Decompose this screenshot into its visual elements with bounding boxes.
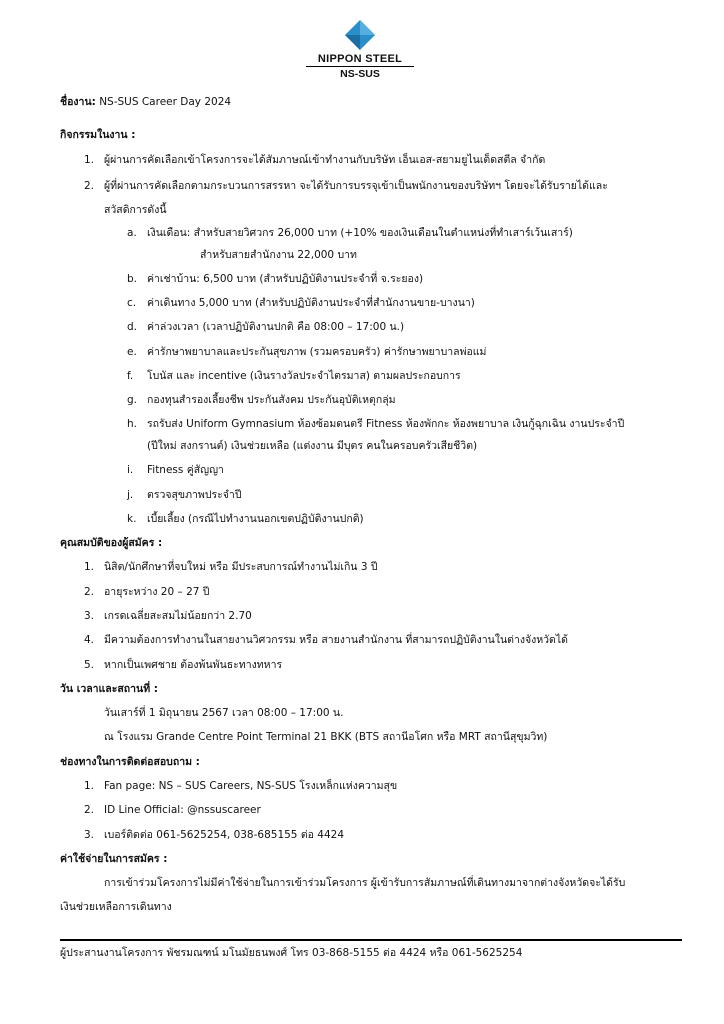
activity-item-continued: สวัสดิการดังนี้: [104, 204, 167, 216]
benefit-letter: k.: [127, 513, 137, 525]
activity-item: ผู้ผ่านการคัดเลือกเข้าโครงการจะได้สัมภาษณ์เข้าทำงานกับบริษัท เอ็นเอส-สยามยูไนเต็ดสตีล จำกัด: [104, 154, 546, 166]
benefit-letter: c.: [127, 297, 137, 309]
benefit-item: ตรวจสุขภาพประจำปี: [147, 489, 242, 501]
fee-text-continued: เงินช่วยเหลือการเดินทาง: [60, 901, 172, 913]
event-name: NS-SUS Career Day 2024: [99, 96, 232, 108]
event-venue: ณ โรงแรม Grande Centre Point Terminal 21 BKK (BTS สถานีอโศก หรือ MRT สถานีสุขุมวิท): [104, 731, 548, 743]
logo-sub: NS-SUS: [340, 68, 380, 80]
benefit-letter: f.: [127, 370, 134, 382]
benefit-item: ค่าล่วงเวลา (เวลาปฏิบัติงานปกติ คือ 08:00 – 17:00 น.): [147, 321, 405, 333]
benefit-letter: i.: [127, 464, 134, 476]
footer-coordinator: ผู้ประสานงานโครงการ พัชรมณฑน์ มโนมัยธนพงศ์ โทร 03-868-5155 ต่อ 4424 หรือ 061-5625254: [60, 947, 523, 959]
event-row: [60, 95, 231, 109]
logo-name: NIPPON STEEL: [317, 53, 403, 65]
contact-number: 2.: [84, 804, 95, 816]
benefit-letter: j.: [127, 489, 134, 501]
activity-number: 2.: [84, 180, 95, 192]
qualification-number: 4.: [84, 634, 95, 646]
qualification-number: 1.: [84, 561, 95, 573]
fee-heading: ค่าใช้จ่ายในการสมัคร :: [60, 853, 168, 865]
contact-heading: ช่องทางในการติดต่อสอบถาม :: [60, 756, 200, 768]
qualifications-heading: คุณสมบัติของผู้สมัคร :: [60, 537, 163, 549]
contact-number: 3.: [84, 829, 95, 841]
benefit-item: โบนัส และ incentive (เงินรางวัลประจำไตรมาส) ตามผลประกอบการ: [147, 370, 461, 382]
qualification-item: หากเป็นเพศชาย ต้องพ้นพันธะทางทหาร: [104, 659, 283, 671]
company-logo: [300, 20, 420, 80]
activity-item: ผู้ที่ผ่านการคัดเลือกตามกระบวนการสรรหา จะได้รับการบรรจุเข้าเป็นพนักงานของบริษัทฯ โดยจะได้รับรายได้และ: [104, 180, 608, 192]
contact-item: Fan page: NS – SUS Careers, NS-SUS โรงเหล็กแห่งความสุข: [104, 780, 398, 792]
benefit-letter: g.: [127, 394, 138, 406]
benefit-letter: a.: [127, 227, 137, 239]
footer-divider: [60, 939, 682, 941]
event-date: วันเสาร์ที่ 1 มิถุนายน 2567 เวลา 08:00 – 17:00 น.: [104, 707, 344, 719]
benefit-item-continued: (ปีใหม่ สงกรานต์) เงินช่วยเหลือ (แต่งงาน มีบุตร คนในครอบครัวเสียชีวิต): [147, 440, 478, 452]
contact-item: เบอร์ติดต่อ 061-5625254, 038-685155 ต่อ 4424: [104, 829, 345, 841]
benefit-item-continued: สำหรับสายสำนักงาน 22,000 บาท: [200, 249, 357, 261]
activity-number: 1.: [84, 154, 95, 166]
qualification-item: เกรดเฉลี่ยสะสมไม่น้อยกว่า 2.70: [104, 610, 252, 622]
benefit-letter: d.: [127, 321, 138, 333]
logo-cube-icon: [345, 20, 375, 50]
benefit-item: Fitness คู่สัญญา: [147, 464, 224, 476]
benefit-item: รถรับส่ง Uniform Gymnasium ห้องซ้อมดนตรี Fitness ห้องพักกะ ห้องพยาบาล เงินกู้ฉุกเฉิน งานประจำปี: [147, 418, 625, 430]
qualification-number: 2.: [84, 586, 95, 598]
benefit-item: เบี้ยเลี้ยง (กรณีไปทำงานนอกเขตปฏิบัติงานปกติ): [147, 513, 364, 525]
activities-heading: กิจกรรมในงาน :: [60, 129, 136, 141]
benefit-letter: h.: [127, 418, 137, 430]
fee-text: การเข้าร่วมโครงการไม่มีค่าใช้จ่ายในการเข้าร่วมโครงการ ผู้เข้ารับการสัมภาษณ์ที่เดินทางมาจากต่างจังหวัดจะได้รับ: [104, 877, 626, 889]
benefit-item: เงินเดือน: สำหรับสายวิศวกร 26,000 บาท (+10% ของเงินเดือนในตำแหน่งที่ทำเสาร์เว้นเสาร์): [147, 227, 573, 239]
benefit-item: ค่าเดินทาง 5,000 บาท (สำหรับปฏิบัติงานประจำที่สำนักงานขาย-บางนา): [147, 297, 475, 309]
benefit-item: ค่าเช่าบ้าน: 6,500 บาท (สำหรับปฏิบัติงานประจำที่ จ.ระยอง): [147, 273, 424, 285]
event-label: ชื่องาน:: [60, 96, 96, 108]
contact-number: 1.: [84, 780, 95, 792]
benefit-letter: b.: [127, 273, 138, 285]
benefit-letter: e.: [127, 346, 137, 358]
contact-item: ID Line Official: @nssuscareer: [104, 804, 261, 816]
logo-divider: [306, 66, 414, 67]
datetime-heading: วัน เวลาและสถานที่ :: [60, 683, 159, 695]
benefit-item: ค่ารักษาพยาบาลและประกันสุขภาพ (รวมครอบครัว) ค่ารักษาพยาบาลพ่อแม่: [147, 346, 487, 358]
qualification-item: มีความต้องการทำงานในสายงานวิศวกรรม หรือ สายงานสำนักงาน ที่สามารถปฏิบัติงานในต่างจังหวัดได้: [104, 634, 568, 646]
benefit-item: กองทุนสำรองเลี้ยงชีพ ประกันสังคม ประกันอุบัติเหตุกลุ่ม: [147, 394, 396, 406]
qualification-number: 3.: [84, 610, 95, 622]
qualification-item: นิสิต/นักศึกษาที่จบใหม่ หรือ มีประสบการณ์ทำงานไม่เกิน 3 ปี: [104, 561, 378, 573]
qualification-item: อายุระหว่าง 20 – 27 ปี: [104, 586, 210, 598]
qualification-number: 5.: [84, 659, 95, 671]
